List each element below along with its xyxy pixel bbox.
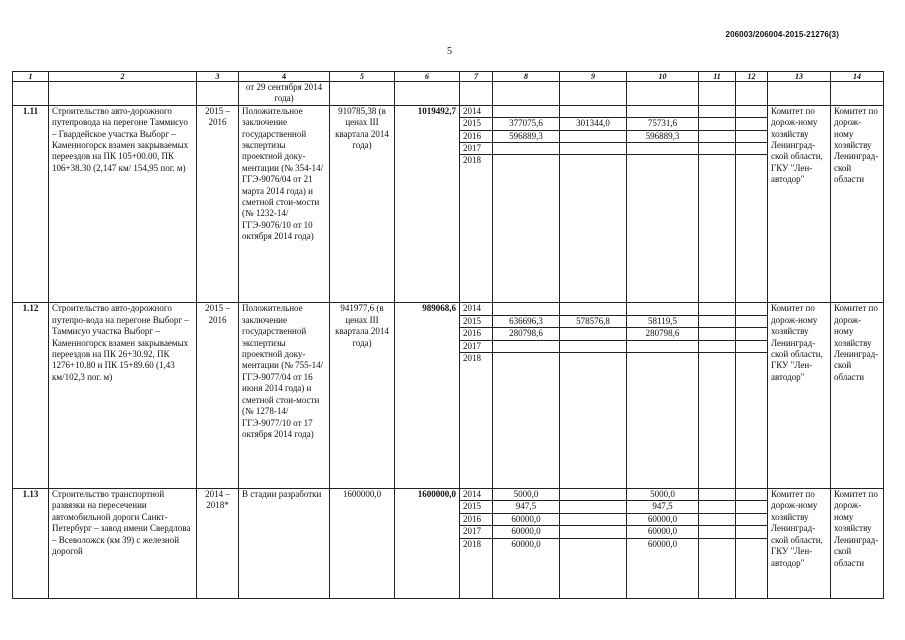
- item-executor: Комитет по дорож-ному хозяйству Ленинград-ской области, ГКУ "Лен-автодор": [768, 303, 831, 489]
- year-cell: 2014: [460, 105, 493, 117]
- header-row: [13, 72, 884, 82]
- col-header: 5: [330, 72, 395, 82]
- col10-value: 947,5: [627, 501, 699, 513]
- col9-value: [560, 501, 627, 513]
- year-cell: 2017: [460, 143, 493, 155]
- year-cell: 2014: [460, 303, 493, 315]
- item-cost: 1600000,0: [330, 489, 395, 599]
- item-customer: Комитет по дорож-ному хозяйству Ленинград-ской области: [831, 489, 884, 599]
- col12-value: [736, 513, 768, 525]
- col11-value: [699, 118, 736, 130]
- col8-value: [493, 105, 560, 117]
- col-header: 12: [736, 72, 768, 82]
- col-header: 8: [493, 72, 560, 82]
- col-header: 4: [239, 72, 330, 82]
- item-cost: 910785,38 (в ценах III квартала 2014 года): [330, 105, 395, 303]
- year-cell: 2017: [460, 340, 493, 352]
- col10-value: 75731,6: [627, 118, 699, 130]
- col10-value: [627, 105, 699, 117]
- col9-value: 301344,0: [560, 118, 627, 130]
- col12-value: [736, 105, 768, 117]
- year-cell: 2016: [460, 130, 493, 142]
- col9-value: [560, 155, 627, 303]
- col10-value: 5000,0: [627, 489, 699, 501]
- col8-value: [493, 303, 560, 315]
- col11-value: [699, 130, 736, 142]
- col10-value: [627, 155, 699, 303]
- col9-value: [560, 489, 627, 501]
- col8-value: 280798,6: [493, 328, 560, 340]
- col8-value: 377075,6: [493, 118, 560, 130]
- col-header: 3: [197, 72, 239, 82]
- item-total: 1019492,7: [395, 105, 460, 303]
- col10-value: 58119,5: [627, 315, 699, 327]
- item-number: 1.13: [13, 489, 49, 599]
- col11-value: [699, 501, 736, 513]
- col11-value: [699, 538, 736, 598]
- item-period: 2014 – 2018*: [197, 489, 239, 599]
- document-id: 206003/206004-2015-21276(3): [725, 30, 839, 39]
- col12-value: [736, 315, 768, 327]
- col9-value: [560, 143, 627, 155]
- year-cell: 2018: [460, 353, 493, 489]
- col10-value: 596889,3: [627, 130, 699, 142]
- col11-value: [699, 513, 736, 525]
- item-basis: В стадии разработки: [239, 489, 330, 599]
- item-number: 1.12: [13, 303, 49, 489]
- year-cell: 2015: [460, 315, 493, 327]
- col-header: 7: [460, 72, 493, 82]
- item-name: Строительство авто-дорожного путепро-вода на перегоне Выборг – Таммисуо участка Выборг – Каменногорск взамен закрываемых переездов на ПК 26+30.92, ПК 1276+10.80 и ПК 15+89.60 (1,43 км/102,3 пог. м): [49, 303, 197, 489]
- col11-value: [699, 303, 736, 315]
- col10-value: [627, 143, 699, 155]
- col8-value: 5000,0: [493, 489, 560, 501]
- col9-value: [560, 328, 627, 340]
- table-row: [13, 105, 884, 117]
- year-cell: 2017: [460, 526, 493, 538]
- col9-value: [560, 538, 627, 598]
- year-cell: 2018: [460, 538, 493, 598]
- col9-value: 578576,8: [560, 315, 627, 327]
- col9-value: [560, 340, 627, 352]
- col9-value: [560, 353, 627, 489]
- col12-value: [736, 501, 768, 513]
- col8-value: [493, 340, 560, 352]
- page-number: 5: [447, 46, 452, 57]
- col-header: 11: [699, 72, 736, 82]
- continuation-row: [13, 82, 884, 106]
- col8-value: 596889,3: [493, 130, 560, 142]
- year-cell: 2016: [460, 513, 493, 525]
- col10-value: [627, 340, 699, 352]
- table-row: [13, 489, 884, 501]
- item-cost: 941977,6 (в ценах III квартала 2014 года): [330, 303, 395, 489]
- col10-value: 280798,6: [627, 328, 699, 340]
- item-period: 2015 – 2016: [197, 105, 239, 303]
- item-executor: Комитет по дорож-ному хозяйству Ленинград-ской области, ГКУ "Лен-автодор": [768, 105, 831, 303]
- col-header: 1: [13, 72, 49, 82]
- col8-value: [493, 143, 560, 155]
- col12-value: [736, 538, 768, 598]
- col12-value: [736, 340, 768, 352]
- col11-value: [699, 143, 736, 155]
- col12-value: [736, 118, 768, 130]
- col11-value: [699, 489, 736, 501]
- col11-value: [699, 328, 736, 340]
- table-row: [13, 303, 884, 315]
- col11-value: [699, 105, 736, 117]
- year-cell: 2014: [460, 489, 493, 501]
- col12-value: [736, 155, 768, 303]
- col-header: 10: [627, 72, 699, 82]
- col8-value: 60000,0: [493, 526, 560, 538]
- year-cell: 2018: [460, 155, 493, 303]
- col11-value: [699, 526, 736, 538]
- col8-value: 60000,0: [493, 538, 560, 598]
- item-customer: Комитет по дорож-ному хозяйству Ленинград-ской области: [831, 303, 884, 489]
- item-total: 989068,6: [395, 303, 460, 489]
- col11-value: [699, 315, 736, 327]
- item-name: Строительство транспортной развязки на пересечении автомобильной дороги Санкт-Петербург – завод имени Свердлова – Всеволожск (км 39) с железной дорогой: [49, 489, 197, 599]
- col8-value: 947,5: [493, 501, 560, 513]
- col9-value: [560, 130, 627, 142]
- col8-value: 636696,3: [493, 315, 560, 327]
- col9-value: [560, 105, 627, 117]
- item-executor: Комитет по дорож-ному хозяйству Ленинград-ской области, ГКУ "Лен-автодор": [768, 489, 831, 599]
- item-basis: Положительное заключение государственной экспертизы проектной доку-ментации (№ 755-14/ГГЭ-9077/04 от 16 июня 2014 года) и сметной стои-мости (№ 1278-14/ГГЭ-9077/10 от 17 октября 2014 года): [239, 303, 330, 489]
- col10-value: [627, 353, 699, 489]
- continuation-text: от 29 сентября 2014 года): [239, 82, 330, 106]
- year-cell: 2015: [460, 118, 493, 130]
- year-cell: 2015: [460, 501, 493, 513]
- col8-value: 60000,0: [493, 513, 560, 525]
- item-customer: Комитет по дорож-ному хозяйству Ленинград-ской области: [831, 105, 884, 303]
- col12-value: [736, 143, 768, 155]
- year-cell: 2016: [460, 328, 493, 340]
- col12-value: [736, 526, 768, 538]
- item-basis: Положительное заключение государственной экспертизы проектной доку-ментации (№ 354-14/ГГЭ-9076/04 от 21 марта 2014 года) и сметной стои-мости (№ 1232-14/ГГЭ-9076/10 от 10 октября 2014 года): [239, 105, 330, 303]
- col-header: 6: [395, 72, 460, 82]
- col11-value: [699, 155, 736, 303]
- col10-value: 60000,0: [627, 513, 699, 525]
- col-header: 13: [768, 72, 831, 82]
- col11-value: [699, 353, 736, 489]
- col11-value: [699, 340, 736, 352]
- col9-value: [560, 513, 627, 525]
- item-name: Строительство авто-дорожного путепровода на перегоне Таммисуо – Гвардейское участка Выборг – Каменногорск взамен закрываемых переездов на ПК 105+00.00, ПК 106+38.30 (2,147 км/ 154,95 пог. м): [49, 105, 197, 303]
- col9-value: [560, 303, 627, 315]
- col-header: 2: [49, 72, 197, 82]
- col10-value: [627, 303, 699, 315]
- program-table: [12, 71, 884, 599]
- col12-value: [736, 303, 768, 315]
- col12-value: [736, 328, 768, 340]
- col12-value: [736, 489, 768, 501]
- col10-value: 60000,0: [627, 538, 699, 598]
- col12-value: [736, 130, 768, 142]
- col9-value: [560, 526, 627, 538]
- col-header: 9: [560, 72, 627, 82]
- col12-value: [736, 353, 768, 489]
- col-header: 14: [831, 72, 884, 82]
- item-total: 1600000,0: [395, 489, 460, 599]
- item-period: 2015 – 2016: [197, 303, 239, 489]
- item-number: 1.11: [13, 105, 49, 303]
- col8-value: [493, 155, 560, 303]
- col10-value: 60000,0: [627, 526, 699, 538]
- col8-value: [493, 353, 560, 489]
